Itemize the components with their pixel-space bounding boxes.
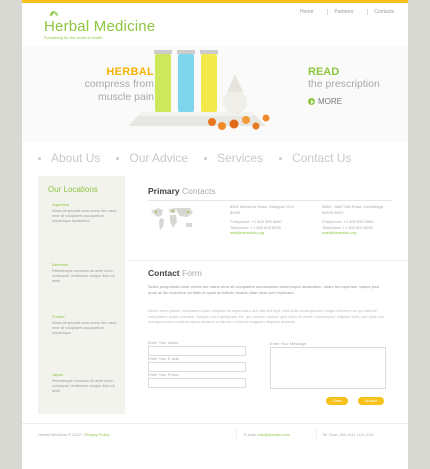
location-name[interactable]: Poland xyxy=(52,314,65,319)
location-item xyxy=(52,314,118,336)
top-nav-partners[interactable]: Partners xyxy=(327,9,353,15)
form-intro-text: Sedut perspiciatis unde omnis iste natus error sit voluptatem accusantium doloremque laudantium, totam rem aperiam, eaque ipsa quae ab illo inventore veritatis et quasi architecto beatae vitae dicta sunt explicabo. xyxy=(148,284,380,295)
message-field-label: Enter Your Message xyxy=(270,341,307,346)
site-logo[interactable]: Herbal Medicine xyxy=(44,18,156,35)
nav-our-advice[interactable]: Our Advice xyxy=(129,151,189,165)
form-heading: Contact Form xyxy=(148,268,202,278)
phone-field-label: Enter Your Phone xyxy=(148,372,180,377)
top-nav xyxy=(300,9,394,15)
phone-input[interactable] xyxy=(148,378,246,388)
hero-right-caption xyxy=(308,66,380,91)
office-freephone: Freephone: +1 800 559 6580 xyxy=(322,219,374,225)
message-textarea[interactable] xyxy=(270,347,386,389)
play-arrow-icon xyxy=(308,98,315,105)
email-field-label: Enter Your E-mail xyxy=(148,356,180,361)
hero-left-caption xyxy=(42,66,154,104)
email-input[interactable] xyxy=(148,362,246,372)
nav-services[interactable]: Services xyxy=(217,151,264,165)
footer xyxy=(22,423,408,444)
contacts-divider xyxy=(148,200,392,201)
nav-bullet-icon xyxy=(204,157,207,160)
more-button[interactable] xyxy=(308,97,342,106)
page xyxy=(22,0,408,469)
site-tagline: Everything for the world of health xyxy=(44,35,103,40)
name-field xyxy=(148,340,246,356)
footer-phone: Tel. Ewe: 202-1111 | 111-1111 xyxy=(322,432,375,437)
nav-about-us[interactable]: About Us xyxy=(51,151,101,165)
office-telephone: Telephone: +1 800 603 6035 xyxy=(322,224,373,230)
location-text: Pellentesque commodo sit amet nisi in consequat. Vestibulum congue dolor sit amet xyxy=(52,379,115,393)
office-telephone: Telephone: +1 800 603 6035 xyxy=(230,224,281,230)
hero-right-headline: READ xyxy=(308,66,340,78)
location-item xyxy=(52,372,118,394)
office-address-1 xyxy=(230,204,300,236)
phone-field xyxy=(148,372,246,388)
locations-title: Our Locations xyxy=(48,185,98,194)
location-item xyxy=(52,202,118,224)
top-accent-bar xyxy=(22,0,408,3)
locations-sidebar xyxy=(38,176,125,414)
office-email[interactable]: mail@demolink.org xyxy=(230,230,265,236)
location-name[interactable]: Argentina xyxy=(52,202,70,207)
location-name[interactable]: Japan xyxy=(52,372,63,377)
top-nav-home[interactable]: Home xyxy=(300,9,314,15)
office-freephone: Freephone: +1 800 559 6580 xyxy=(230,219,282,225)
main-nav xyxy=(22,150,408,166)
hero-right-line: the prescription xyxy=(308,78,380,90)
name-field-label: Enter Your Name xyxy=(148,340,179,345)
footer-separator xyxy=(316,429,317,439)
location-item xyxy=(52,262,118,284)
more-label: MORE xyxy=(318,97,342,106)
leaf-icon xyxy=(49,10,59,17)
primary-contacts xyxy=(128,176,394,254)
submit-button[interactable]: Submit xyxy=(358,397,384,405)
location-name[interactable]: Denmark xyxy=(52,262,69,267)
hero-left-headline: HERBAL xyxy=(106,66,154,78)
privacy-policy-link[interactable]: Privacy Policy xyxy=(84,432,110,437)
nav-bullet-icon xyxy=(38,157,41,160)
footer-email-link[interactable]: info@domain.com xyxy=(257,432,290,437)
footer-copyright: Herbal Medicine © 2012 • Privacy Policy xyxy=(38,432,110,437)
nav-bullet-icon xyxy=(116,157,119,160)
location-text: Pellentesque commodo sit amet nisi in consequat. Vestibulum congue dolor sit amet xyxy=(52,269,115,283)
footer-email: E-mail: info@domain.com xyxy=(244,432,290,437)
form-secondary-text: Nemo enim ipsam voluptatem quia voluptas sit aspernatur aut odit aut fugit, sed quia consequuntur magni dolores eos qui ratione voluptatem sequi nesciunt. Neque porro quisquam est, qui dolorem ipsum quia dolor sit amet, consectetur, adipisci velit, sed quia non numquam eius modi tempora incidunt ut labore et dolore magnam aliquam quaerat. xyxy=(148,308,384,325)
contacts-heading: Primary Contacts xyxy=(148,186,216,196)
footer-separator xyxy=(236,429,237,439)
section-divider xyxy=(128,260,408,261)
name-input[interactable] xyxy=(148,346,246,356)
message-field xyxy=(270,341,386,389)
office-address-2 xyxy=(322,204,392,236)
world-map-icon xyxy=(148,202,196,234)
nav-bullet-icon xyxy=(279,157,282,160)
location-text: Sedut perspiciatis unde omnis iste natus error sit voluptatem accusantium doloremque xyxy=(52,321,117,335)
email-field xyxy=(148,356,246,372)
office-email[interactable]: mail@demolink.org xyxy=(322,230,357,236)
location-text: Sedut perspiciatis unde omnis iste natus error sit voluptatem accusantium doloremque laudantium xyxy=(52,209,117,223)
nav-contact-us[interactable]: Contact Us xyxy=(292,151,352,165)
top-nav-contacts[interactable]: Contacts xyxy=(367,9,394,15)
clear-button[interactable]: Clear xyxy=(326,397,348,405)
hero-left-line2: muscle pain xyxy=(97,91,154,103)
hero-left-line1: compress from xyxy=(84,78,154,90)
office-address: 9863 - 9867 Mill Road, Cambridge, MG09 99HT. xyxy=(322,204,385,215)
office-address: 8901 Marmora Road, Glasgow, D04 89GR. xyxy=(230,204,294,215)
